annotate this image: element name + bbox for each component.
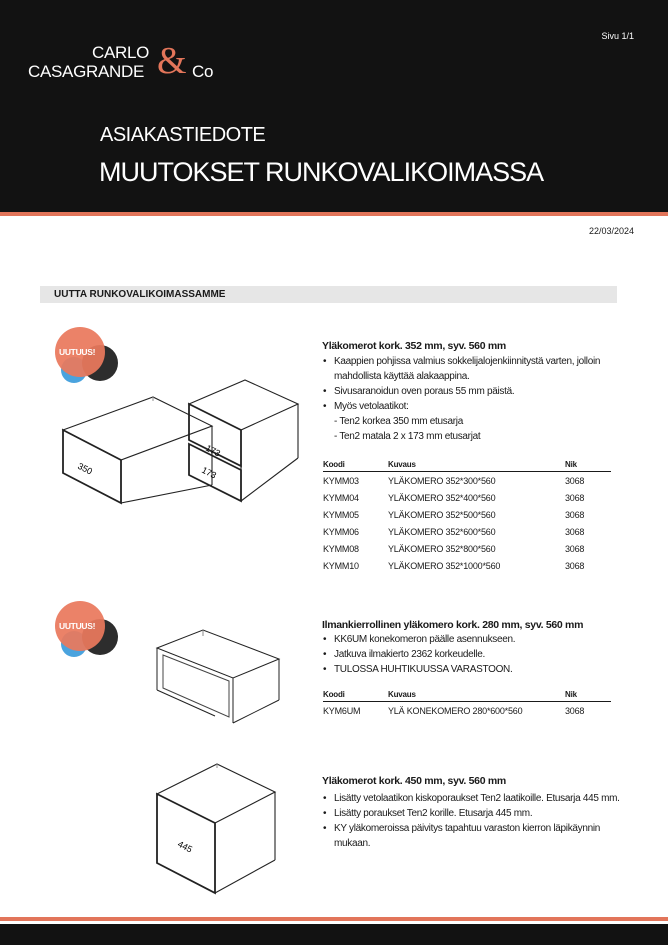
new-badge: UUTUUS! [55,327,125,397]
table-row: KYMM10 YLÄKOMERO 352*1000*560 3068 [323,561,585,571]
feature-list [322,354,620,444]
page-footer [0,924,668,945]
product-title: Yläkomerot kork. 352 mm, syv. 560 mm [322,340,506,352]
page-header: CARLO CASAGRANDE & Co Sivu 1/1 ASIAKASTIEDOTE MUUTOKSET RUNKOVALIKOIMASSA [0,0,668,212]
footer-divider [0,917,668,921]
table-row: KYMM06 YLÄKOMERO 352*600*560 3068 [323,527,585,537]
dim-label: 173 [200,464,219,481]
feature-list [322,791,620,851]
page-title: MUUTOKSET RUNKOVALIKOIMASSA [99,157,544,187]
page-number: Sivu 1/1 [601,31,634,41]
table-row: KYMM05 YLÄKOMERO 352*500*560 3068 [323,510,585,520]
cabinet-450-drawing [155,762,285,897]
product-table: Koodi Kuvaus Nik KYMM03 YLÄKOMERO 352*300*560 3068 KYMM04 YLÄKOMERO 352*400*560 3068 KYMM05 YLÄKOMERO 352*500*560 3068 KYMM06 YLÄKOMERO 352*600*560 3068 KYMM08 YLÄKOMERO 352*800*560 3068 KYMM10 YLÄKOMERO 352*1000*560 3068 [323,460,611,574]
header-divider [0,212,668,216]
list-item: • Jatkuva ilmakierto 2362 korkeudelle. [323,649,485,660]
list-item: • Kaappien pohjissa valmius sokkelijalojenkiinnitystä varten, jolloin mahdollista käyttää alakaappina. [323,356,601,382]
dim-label: 445 [176,838,195,855]
table-row: KYMM03 YLÄKOMERO 352*300*560 3068 [323,476,585,486]
list-item: - Ten2 korkea 350 mm etusarja [334,416,463,427]
new-badge: UUTUUS! [55,601,125,671]
list-item: • TULOSSA HUHTIKUUSSA VARASTOON. [323,664,513,675]
list-item: • KY yläkomeroissa päivitys tapahtuu varaston kierron läpikäynnin mukaan. [323,823,601,849]
list-item: - Ten2 matala 2 x 173 mm etusarjat [334,431,481,442]
list-item: • Sivusaranoidun oven poraus 55 mm päistä. [323,386,515,397]
product-table: Koodi Kuvaus Nik KYM6UM YLÄ KONEKOMERO 280*600*560 3068 [323,690,611,719]
document-type: ASIAKASTIEDOTE [100,124,266,146]
section-heading: UUTTA RUNKOVALIKOIMASSAMME [40,286,617,303]
product-title: Ilmankierrollinen yläkomero kork. 280 mm, syv. 560 mm [322,619,584,631]
drawer-cabinet-drawing [185,378,305,508]
vented-cabinet-drawing [155,628,315,728]
list-item: • Myös vetolaatikot: [323,401,409,412]
list-item: • Lisätty vetolaatikon kiskoporaukset Ten2 laatikoille. Etusarja 445 mm. [323,793,620,804]
table-row: KYMM04 YLÄKOMERO 352*400*560 3068 [323,493,585,503]
table-row: KYMM08 YLÄKOMERO 352*800*560 3068 [323,544,585,554]
dim-label: 350 [76,460,95,477]
feature-list [322,632,620,677]
table-row: KYM6UM YLÄ KONEKOMERO 280*600*560 3068 [323,706,585,716]
product-title: Yläkomerot kork. 450 mm, syv. 560 mm [322,775,506,787]
dim-label: 173 [204,442,223,459]
list-item: • KK6UM konekomeron päälle asennukseen. [323,634,516,645]
document-date: 22/03/2024 [588,226,634,236]
list-item: • Lisätty poraukset Ten2 korille. Etusarja 445 mm. [323,808,533,819]
